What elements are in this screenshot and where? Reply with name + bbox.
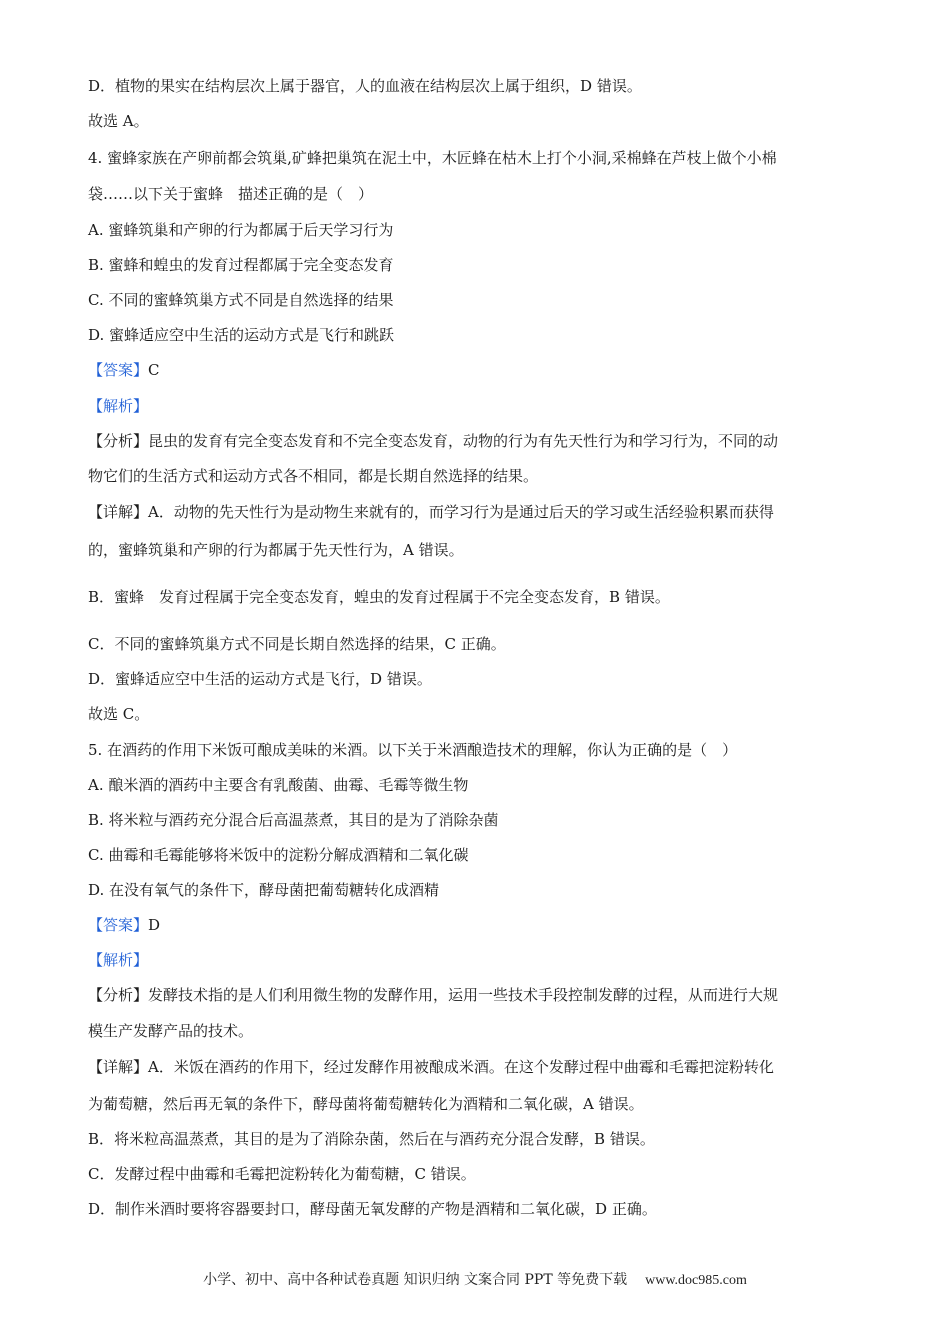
prev-answer-d: D．植物的果实在结构层次上属于器官，人的血液在结构层次上属于组织，D 错误。 <box>88 77 642 95</box>
q4-option-d: D. 蜜蜂适应空中生活的运动方式是飞行和跳跃 <box>88 326 395 344</box>
q4-stem-line-1: 4. 蜜蜂家族在产卵前都会筑巢,矿蜂把巢筑在泥土中，木匠蜂在枯木上打个小洞,采棉蜂在芦枝上做个小棉 <box>88 149 777 167</box>
fenxi-text: 发酵技术指的是人们利用微生物的发酵作用，运用一些技术手段控制发酵的过程，从而进行大规 <box>148 986 779 1004</box>
q5-option-a: A. 酿米酒的酒药中主要含有乳酸菌、曲霉、毛霉等微生物 <box>88 776 469 794</box>
q4-option-b: B. 蜜蜂和蝗虫的发育过程都属于完全变态发育 <box>88 256 394 274</box>
q4-explain-c: C．不同的蜜蜂筑巢方式不同是长期自然选择的结果，C 正确。 <box>88 635 506 653</box>
q4-fenxi-line-1 <box>88 431 778 451</box>
q5-stem: 5. 在酒药的作用下米饭可酿成美味的米酒。以下关于米酒酿造技术的理解，你认为正确的是（ ） <box>88 741 738 759</box>
answer-value: C <box>148 361 160 379</box>
fenxi-text: 昆虫的发育有完全变态发育和不完全变态发育，动物的行为有先天性行为和学习行为，不同的动 <box>148 432 779 450</box>
q4-fenxi-line-2: 物它们的生活方式和运动方式各不相同，都是长期自然选择的结果。 <box>88 467 539 485</box>
q4-explain-d: D．蜜蜂适应空中生活的运动方式是飞行，D 错误。 <box>88 670 432 688</box>
q4-xiangjie-line-2: 的，蜜蜂筑巢和产卵的行为都属于先天性行为，A 错误。 <box>88 541 464 559</box>
q5-option-c: C. 曲霉和毛霉能够将米饭中的淀粉分解成酒精和二氧化碳 <box>88 846 469 864</box>
q5-analysis-tag: 【解析】 <box>88 951 149 969</box>
q5-option-b: B. 将米粒与酒药充分混合后高温蒸煮，其目的是为了消除杂菌 <box>88 811 499 829</box>
q5-explain-d: D．制作米酒时要将容器要封口，酵母菌无氧发酵的产物是酒精和二氧化碳，D 正确。 <box>88 1200 657 1218</box>
page-footer <box>0 1270 950 1291</box>
q5-fenxi-line-2: 模生产发酵产品的技术。 <box>88 1022 254 1040</box>
xiangjie-text: A．米饭在酒药的作用下，经过发酵作用被酿成米酒。在这个发酵过程中曲霉和毛霉把淀粉转化 <box>148 1058 774 1076</box>
q4-option-a: A. 蜜蜂筑巢和产卵的行为都属于后天学习行为 <box>88 221 394 239</box>
q4-analysis-tag: 【解析】 <box>88 397 149 415</box>
q4-answer <box>88 360 160 380</box>
q4-stem-line-2: 袋……以下关于蜜蜂 描述正确的是（ ） <box>88 185 374 203</box>
fenxi-tag: 【分析】 <box>88 986 149 1004</box>
xiangjie-text: A．动物的先天性行为是动物生来就有的，而学习行为是通过后天的学习或生活经验积累而获得 <box>148 503 774 521</box>
q4-explain-b: B．蜜蜂 发育过程属于完全变态发育，蝗虫的发育过程属于不完全变态发育，B 错误。 <box>88 588 670 606</box>
footer-url[interactable]: www.doc985.com <box>645 1273 747 1288</box>
fenxi-tag: 【分析】 <box>88 432 149 450</box>
q5-xiangjie-line-2: 为葡萄糖，然后再无氧的条件下，酵母菌将葡萄糖转化为酒精和二氧化碳，A 错误。 <box>88 1095 644 1113</box>
answer-tag: 【答案】 <box>88 361 149 379</box>
q5-xiangjie-line-1 <box>88 1057 774 1077</box>
answer-value: D <box>148 916 161 934</box>
q5-explain-c: C．发酵过程中曲霉和毛霉把淀粉转化为葡萄糖，C 错误。 <box>88 1165 476 1183</box>
prev-choice: 故选 A。 <box>88 112 149 130</box>
q4-option-c: C. 不同的蜜蜂筑巢方式不同是自然选择的结果 <box>88 291 394 309</box>
q5-fenxi-line-1 <box>88 985 778 1005</box>
q4-xiangjie-line-1 <box>88 502 774 522</box>
q5-answer <box>88 915 160 935</box>
answer-tag: 【答案】 <box>88 916 149 934</box>
xiangjie-tag: 【详解】 <box>88 1058 149 1076</box>
xiangjie-tag: 【详解】 <box>88 503 149 521</box>
q5-option-d: D. 在没有氧气的条件下，酵母菌把葡萄糖转化成酒精 <box>88 881 440 899</box>
q5-explain-b: B．将米粒高温蒸煮，其目的是为了消除杂菌，然后在与酒药充分混合发酵，B 错误。 <box>88 1130 655 1148</box>
footer-text: 小学、初中、高中各种试卷真题 知识归纳 文案合同 PPT 等免费下载 <box>203 1272 628 1288</box>
q4-choice: 故选 C。 <box>88 705 150 723</box>
